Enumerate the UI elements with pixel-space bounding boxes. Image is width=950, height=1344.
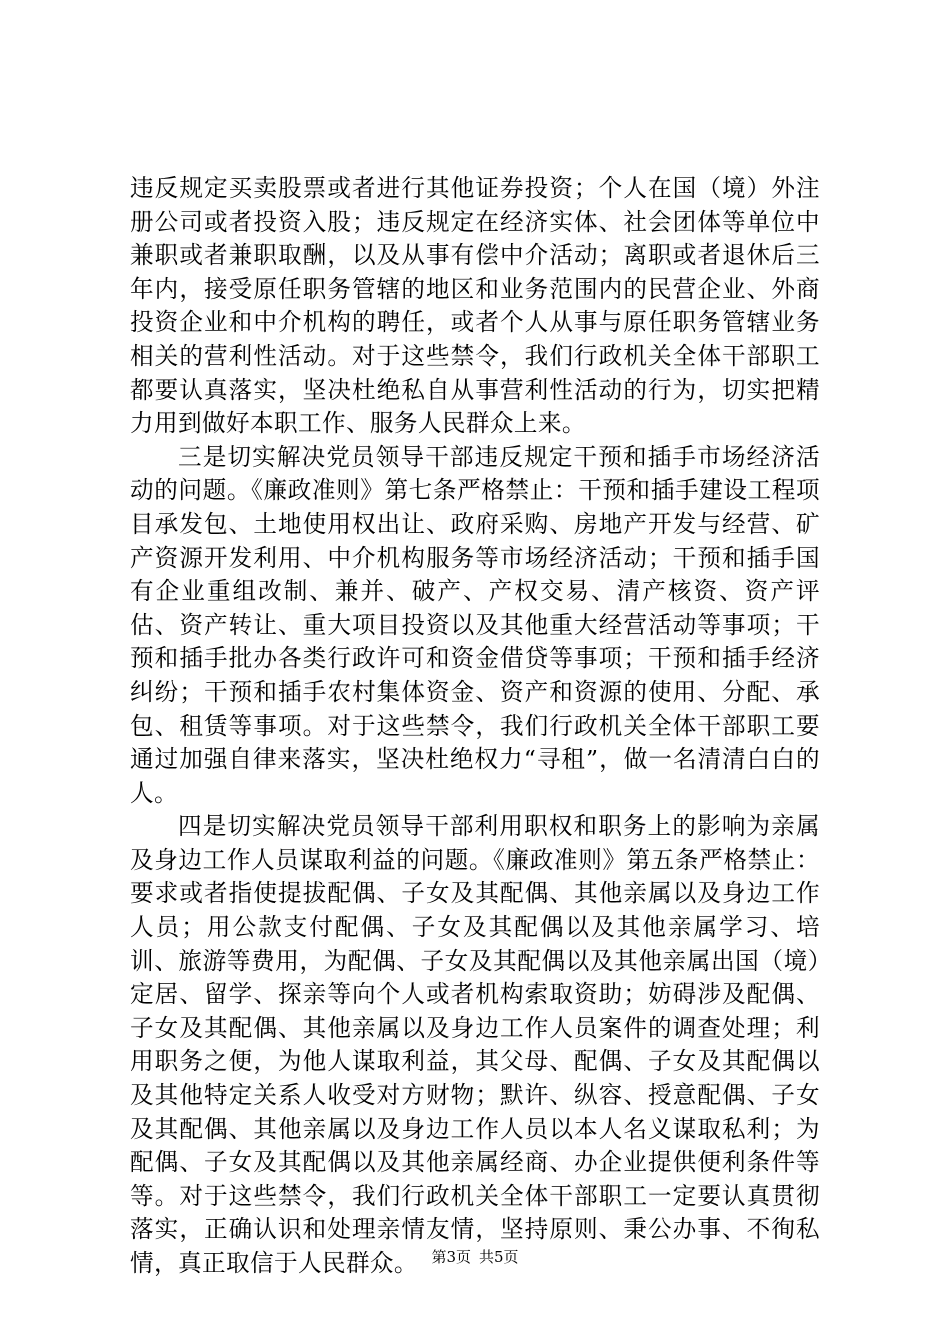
page-number-current: 第3页 [431, 1248, 471, 1266]
page-footer [0, 1246, 950, 1267]
paragraph-point-three: 三是切实解决党员领导干部违反规定干预和插手市场经济活动的问题。《廉政准则》第七条严格禁止：干预和插手建设工程项目承发包、土地使用权出让、政府采购、房地产开发与经营、矿产资源开发利用、中介机构服务等市场经济活动；干预和插手国有企业重组改制、兼并、破产、产权交易、清产核资、资产评估、资产转让、重大项目投资以及其他重大经营活动等事项；干预和插手批办各类行政许可和资金借贷等事项；干预和插手经济纠纷；干预和插手农村集体资金、资产和资源的使用、分配、承包、租赁等事项。对于这些禁令，我们行政机关全体干部职工要通过加强自律来落实，坚决杜绝权力“寻租”，做一名清清白白的人。 [130, 442, 820, 807]
paragraph-point-four: 四是切实解决党员领导干部利用职权和职务上的影响为亲属及身边工作人员谋取利益的问题。《廉政准则》第五条严格禁止：要求或者指使提拔配偶、子女及其配偶、其他亲属以及身边工作人员；用公款支付配偶、子女及其配偶以及其他亲属学习、培训、旅游等费用，为配偶、子女及其配偶以及其他亲属出国（境）定居、留学、探亲等向个人或者机构索取资助；妨碍涉及配偶、子女及其配偶、其他亲属以及身边工作人员案件的调查处理；利用职务之便，为他人谋取利益，其父母、配偶、子女及其配偶以及其他特定关系人收受对方财物；默许、纵容、授意配偶、子女及其配偶、其他亲属以及身边工作人员以本人名义谋取私利；为配偶、子女及其配偶以及其他亲属经商、办企业提供便利条件等等。对于这些禁令，我们行政机关全体干部职工一定要认真贯彻落实，正确认识和处理亲情友情，坚持原则、秉公办事、不徇私情，真正取信于人民群众。 [130, 812, 820, 1277]
page-number-total: 共5页 [479, 1248, 519, 1266]
paragraph-continuation: 违反规定买卖股票或者进行其他证券投资；个人在国（境）外注册公司或者投资入股；违反规定在经济实体、社会团体等单位中兼职或者兼职取酬，以及从事有偿中介活动；离职或者退休后三年内，接受原任职务管辖的地区和业务范围内的民营企业、外商投资企业和中介机构的聘任，或者个人从事与原任职务管辖业务相关的营利性活动。对于这些禁令，我们行政机关全体干部职工都要认真落实，坚决杜绝私自从事营利性活动的行为，切实把精力用到做好本职工作、服务人民群众上来。 [130, 174, 820, 438]
document-body [130, 172, 820, 1281]
